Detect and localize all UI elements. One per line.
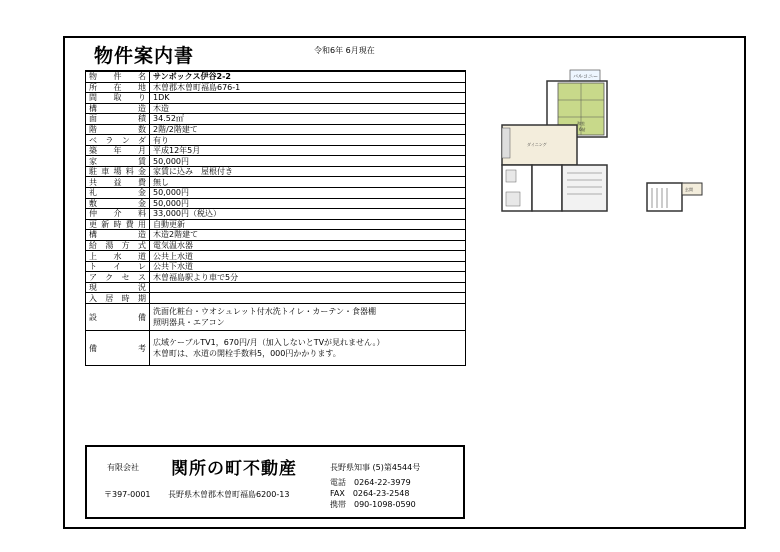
- info-value: 木造: [150, 103, 466, 114]
- stairs-area: [562, 165, 607, 211]
- property-info-table: [85, 70, 466, 366]
- agent-name: 関所の町不動産: [171, 459, 297, 479]
- info-value: 50,000円: [150, 198, 466, 209]
- info-row: [86, 219, 466, 230]
- japanese-room-label: 和室: [577, 121, 585, 126]
- mobile: 携帯 090-1098-0590: [330, 500, 416, 509]
- info-value: [150, 282, 466, 293]
- info-row: [86, 198, 466, 209]
- info-row: [86, 261, 466, 272]
- info-value: 木造2階建て: [150, 230, 466, 241]
- info-label: 面積: [86, 114, 150, 125]
- info-value: 公共上水道: [150, 251, 466, 262]
- info-row: [86, 166, 466, 177]
- company-type: 有限会社: [107, 463, 139, 472]
- info-label: ベランダ: [86, 135, 150, 146]
- info-label: 物件名: [86, 71, 150, 82]
- info-row: [86, 188, 466, 199]
- kitchen-counter: [502, 128, 510, 158]
- info-row: [86, 240, 466, 251]
- info-label: 所在地: [86, 82, 150, 93]
- info-row: [86, 145, 466, 156]
- info-value: 50,000円: [150, 156, 466, 167]
- agent-address: 長野県木曽郡木曽町福島6200-13: [168, 490, 290, 499]
- info-label: 間取り: [86, 93, 150, 104]
- floor-plan: [497, 68, 727, 218]
- contact-block: [330, 477, 416, 510]
- remarks-line1: 広域ケーブルTV1，670円/月（加入しないとTVが見れません。）: [153, 338, 385, 348]
- info-value: 家賃に込み 屋根付き: [150, 166, 466, 177]
- balcony-label: バルコニー: [573, 74, 599, 80]
- info-row: [86, 71, 466, 82]
- date-label: 令和6年 6月現在: [314, 46, 375, 55]
- info-label: 敷金: [86, 198, 150, 209]
- remarks-line2: 木曽町は、水道の開栓手数料5，000円かかります。: [153, 349, 341, 359]
- info-label: アクセス: [86, 272, 150, 283]
- dining-label: ダイニング: [527, 142, 547, 147]
- info-row: [86, 177, 466, 188]
- info-value: 50,000円: [150, 188, 466, 199]
- info-label: 築年月: [86, 145, 150, 156]
- agent-box: [85, 445, 465, 519]
- info-label: 入居時期: [86, 293, 150, 304]
- info-label: トイレ: [86, 261, 150, 272]
- info-row: [86, 293, 466, 304]
- toilet-area: [532, 165, 562, 211]
- info-value: 木曽郡木曽町福島676-1: [150, 82, 466, 93]
- japanese-room-size: 6帖: [579, 127, 586, 132]
- info-value: [150, 293, 466, 304]
- remarks-label: 備考: [86, 331, 150, 366]
- info-value: 電気温水器: [150, 240, 466, 251]
- fax: FAX 0264-23-2548: [330, 489, 410, 498]
- info-value: 公共下水道: [150, 261, 466, 272]
- info-row: [86, 209, 466, 220]
- info-label: 構造: [86, 230, 150, 241]
- info-row: [86, 135, 466, 146]
- remarks-row: [86, 331, 466, 366]
- info-value: 34.52㎡: [150, 114, 466, 125]
- info-row: [86, 282, 466, 293]
- info-label: 上水道: [86, 251, 150, 262]
- info-value: 33,000円（税込）: [150, 209, 466, 220]
- info-label: 礼金: [86, 188, 150, 199]
- info-label: 更新時費用: [86, 219, 150, 230]
- info-row: [86, 82, 466, 93]
- equipment-value: [150, 304, 466, 331]
- page-title: 物件案内書: [94, 45, 195, 67]
- info-value: 有り: [150, 135, 466, 146]
- info-value: 1DK: [150, 93, 466, 104]
- info-value: 木曽福島駅より車で5分: [150, 272, 466, 283]
- info-label: 駐車場料金: [86, 166, 150, 177]
- info-label: 構造: [86, 103, 150, 114]
- info-row: [86, 272, 466, 283]
- equipment-label: 設備: [86, 304, 150, 331]
- info-row: [86, 251, 466, 262]
- info-label: 仲介料: [86, 209, 150, 220]
- info-value: 自動更新: [150, 219, 466, 230]
- equipment-line2: 照明器具・エアコン: [153, 318, 225, 328]
- info-label: 家賃: [86, 156, 150, 167]
- equipment-row: [86, 304, 466, 331]
- remarks-value: [150, 331, 466, 366]
- info-label: 共益費: [86, 177, 150, 188]
- info-row: [86, 93, 466, 104]
- zip-code: 〒397-0001: [104, 490, 151, 499]
- info-value: 2階/2階建て: [150, 124, 466, 135]
- info-row: [86, 114, 466, 125]
- license-number: 長野県知事 (5)第4544号: [330, 463, 421, 472]
- info-row: [86, 156, 466, 167]
- info-label: 階数: [86, 124, 150, 135]
- phone: 電話 0264-22-3979: [330, 478, 411, 487]
- info-value: サンボックス伊谷2-2: [150, 71, 466, 82]
- info-row: [86, 103, 466, 114]
- info-value: 平成12年5月: [150, 145, 466, 156]
- info-label: 給湯方式: [86, 240, 150, 251]
- info-row: [86, 124, 466, 135]
- info-label: 現況: [86, 282, 150, 293]
- equipment-line1: 洗面化粧台・ウオシュレット付水洗トイレ・カーテン・食器棚: [153, 307, 376, 317]
- info-value: 無し: [150, 177, 466, 188]
- info-row: [86, 230, 466, 241]
- entrance-label: 玄関: [685, 187, 693, 192]
